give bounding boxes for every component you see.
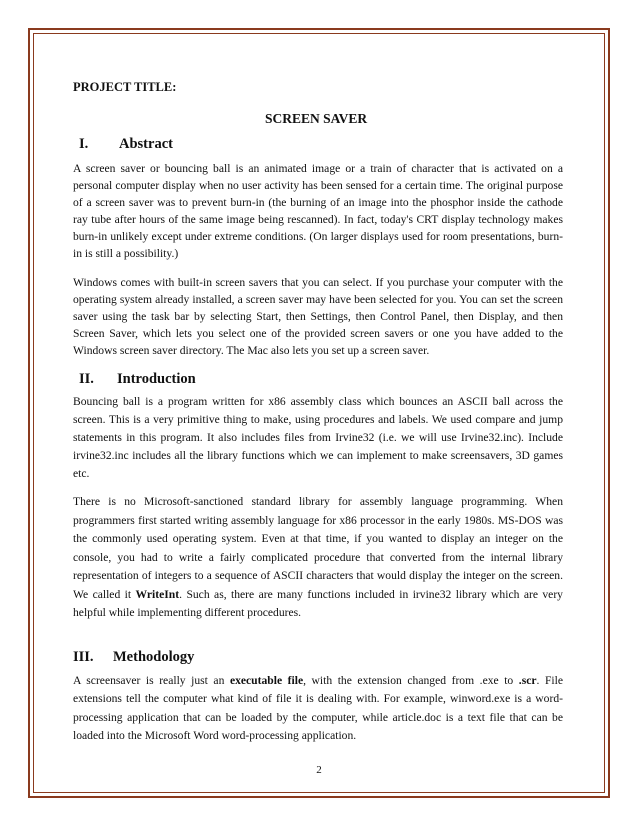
page-number: 2 — [316, 764, 322, 776]
abstract-paragraph-1: A screen saver or bouncing ball is an animated image or a train of character that is activated on a personal computer display when no user activity has been sensed for a certain time. The original purpose of a screen saver was to prevent burn-in (the burning of an image into the phosphor inside the cathode ray tube after hours of the same image being rescanned). In fact, today's CRT display technology makes burn-in unlikely except under extreme conditions. (On larger displays used for room presentations, burn-in is still a possibility.) — [73, 162, 563, 260]
section-heading-introduction — [73, 370, 563, 388]
project-title-label: PROJECT TITLE: — [73, 80, 177, 94]
writeint-term: WriteInt — [135, 587, 180, 601]
abstract-paragraph-2: Windows comes with built-in screen savers that you can select. If you purchase your computer with the operating system already installed, a screen saver may have been selected for you. You can set the screen saver using the task bar by selecting Start, then Settings, then Control Panel, then Display, and then Screen Saver, which lets you select one of the provided screen savers or one you have added to the Windows screen saver directory. The Mac also lets you set up a screen saver. — [73, 276, 563, 357]
main-title: SCREEN SAVER — [265, 111, 368, 126]
scr-extension-term: .scr — [518, 673, 537, 687]
section-number: III. — [73, 648, 94, 665]
section-heading-methodology — [73, 648, 563, 666]
document-body — [73, 79, 563, 746]
section-title: Introduction — [117, 371, 196, 387]
section-number: II. — [79, 371, 94, 387]
section-number: I. — [79, 136, 89, 152]
executable-file-term: executable file — [229, 673, 304, 687]
section-title: Abstract — [119, 136, 173, 152]
introduction-paragraph-2: There is no Microsoft-sanctioned standard library for assembly language programming. When programmers first started writing assembly language for x86 processor in the early 1980s. MS-DOS was the commonly used operating system. Even at that time, if you wanted to display an integer on the console, you had to write a fairly complicated procedure that converted from the internal library representation of integers to a sequence of ASCII characters that would display the integer on the screen. We called it WriteInt. Such as, there are many functions included in irvine32 library which are very helpful while implementing different procedures. — [73, 495, 563, 619]
methodology-paragraph-1: A screensaver is really just an executable file, with the extension changed from .exe to .scr. File extensions tell the computer what kind of file it is dealing with. For example, winword.exe is a word-processing application that can be loaded by the computer, while article.doc is a text file that can be loaded into the Microsoft Word word-processing application. — [73, 673, 563, 742]
introduction-paragraph-1: Bouncing ball is a program written for x86 assembly class which bounces an ASCII ball across the screen. This is a very primitive thing to make, using procedures and labels. We used compare and jump statements in this program. It also includes files from Irvine32 (i.e. we will use Irvine32.inc). Include irvine32.inc includes all the library functions which we can implement to make screensavers, 3D games etc. — [73, 395, 563, 480]
section-title: Methodology — [113, 648, 195, 665]
section-heading-abstract — [73, 135, 563, 153]
